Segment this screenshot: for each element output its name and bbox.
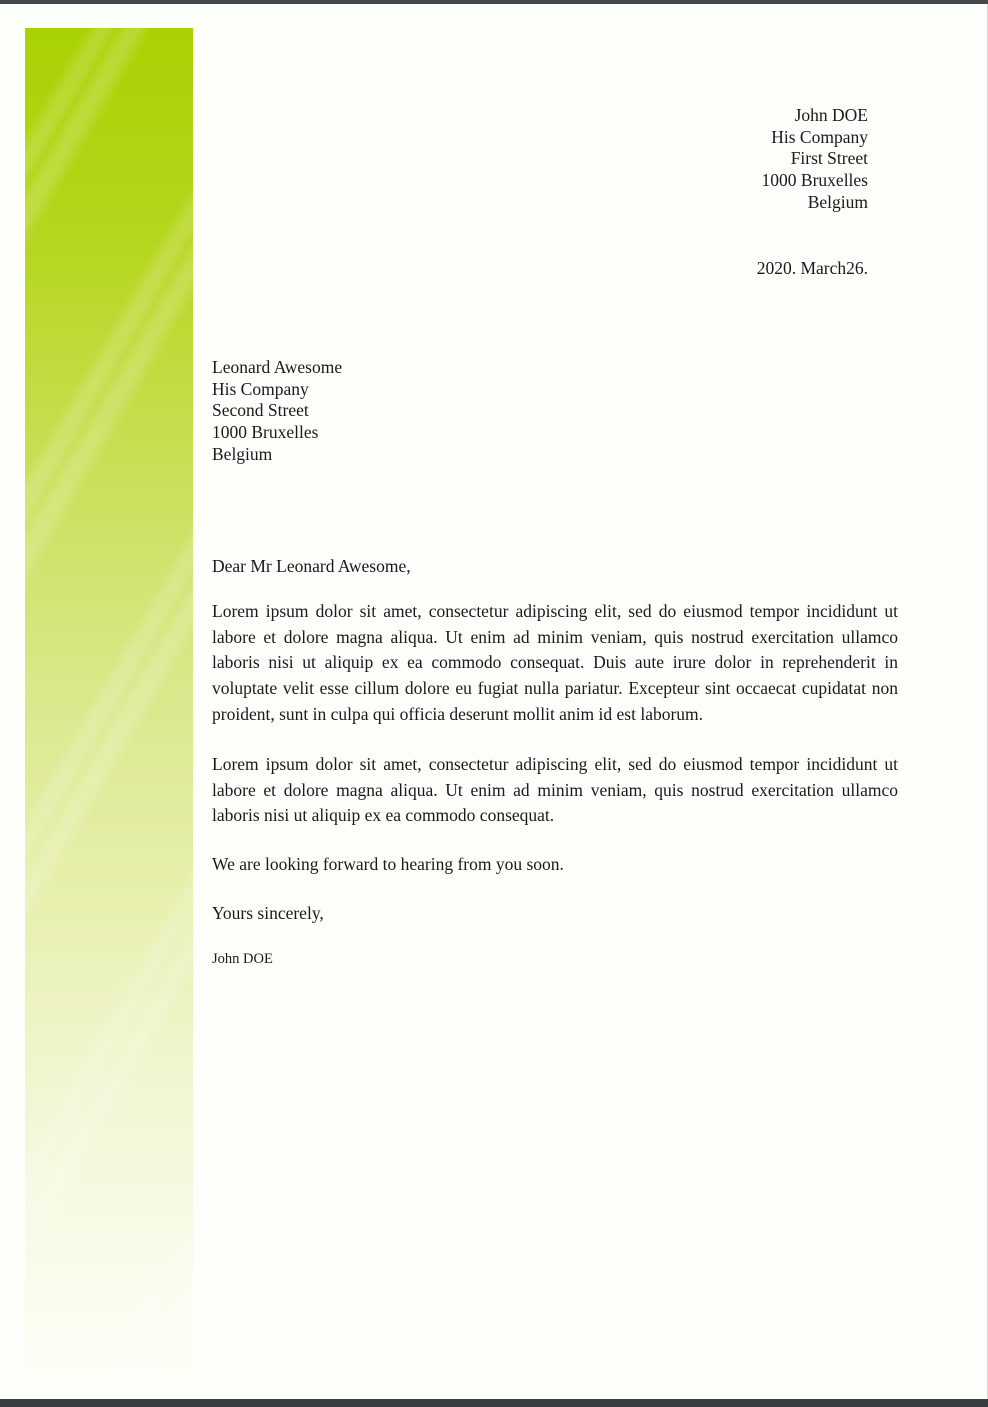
sender-company: His Company — [771, 126, 868, 147]
letter-date: 2020. March26. — [756, 258, 868, 278]
body-paragraph-1: Lorem ipsum dolor sit amet, consectetur adipiscing elit, sed do eiusmod tempor incididunt ut labore et dolore magna aliqua. Ut enim ad minim veniam, quis nostrud exercitation ullamco laboris nisi ut aliquip ex ea commodo consequat. Duis aute irure dolor in reprehenderit in voluptate velit esse cillum dolore eu fugiat nulla pariatur. Excepteur sint occaecat cupidatat non proident, sunt in culpa qui officia deserunt mollit anim id est laborum. — [212, 601, 898, 724]
recipient-city: 1000 Bruxelles — [212, 422, 319, 443]
salutation: Dear Mr Leonard Awesome, — [212, 556, 411, 576]
body-paragraph-2: Lorem ipsum dolor sit amet, consectetur adipiscing elit, sed do eiusmod tempor incididunt ut labore et dolore magna aliqua. Ut enim ad minim veniam, quis nostrud exercitation ullamco laboris nisi ut aliquip ex ea commodo consequat. — [212, 754, 898, 826]
sidebar-gradient-bar — [25, 28, 193, 1380]
signature-name: John DOE — [212, 951, 273, 967]
valediction: Yours sincerely, — [212, 903, 324, 923]
closing-line: We are looking forward to hearing from you soon. — [212, 854, 564, 874]
recipient-name: Leonard Awesome — [212, 357, 343, 377]
recipient-company: His Company — [212, 378, 309, 399]
sender-street: First Street — [790, 148, 868, 169]
sender-address-block — [762, 105, 868, 214]
sender-city: 1000 Bruxelles — [761, 170, 868, 191]
sender-country: Belgium — [807, 191, 868, 212]
page-top-border — [0, 0, 988, 4]
page-bottom-border — [0, 1399, 988, 1407]
recipient-country: Belgium — [212, 443, 273, 464]
recipient-street: Second Street — [212, 400, 309, 421]
sender-name: John DOE — [794, 105, 868, 125]
recipient-address-block — [212, 357, 342, 466]
